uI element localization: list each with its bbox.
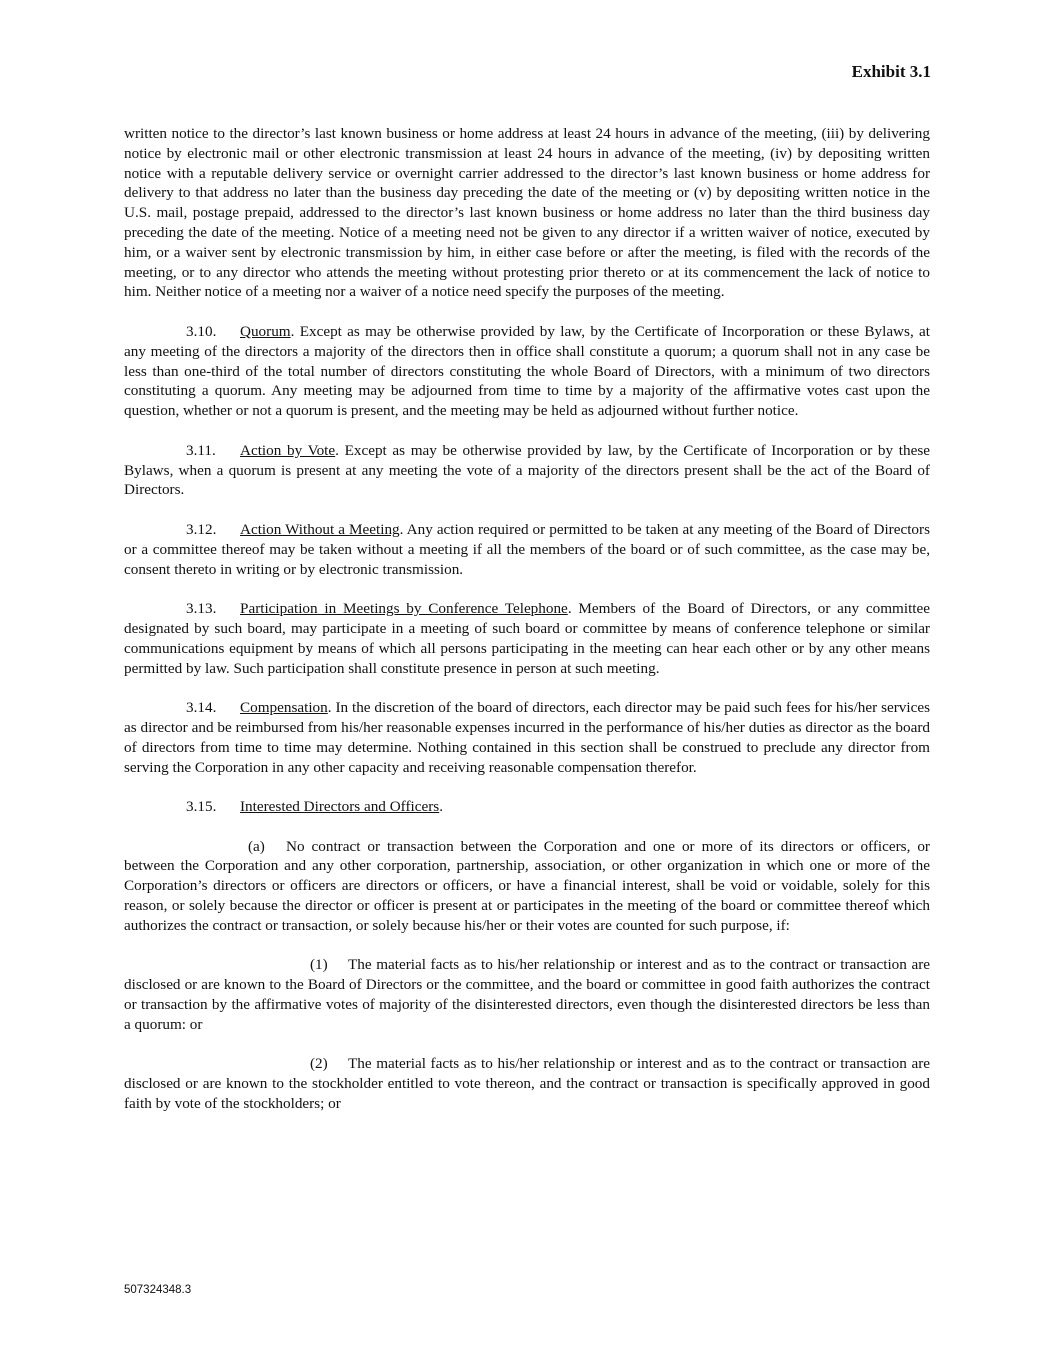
section-title: Action by Vote [240, 441, 336, 459]
section-3-15 [124, 797, 930, 817]
section-text: . Except as may be otherwise provided by law, by the Certificate of Incorporation or by these Bylaws, when a quorum is present at any meeting the vote of a majority of the directors present shall be the act of the Board of Directors. [124, 441, 930, 499]
section-3-11 [124, 441, 930, 500]
section-text: . In the discretion of the board of directors, each director may be paid such fees for his/her services as director and be reimbursed from his/her reasonable expenses incurred in the performance of his/her duties as director as the board of directors from time to time may determine. Nothing contained in this section shall be construed to preclude any director from serving the Corporation in any other capacity and receiving reasonable compensation therefor. [124, 699, 930, 776]
section-3-10 [124, 322, 930, 421]
section-title: Quorum [240, 322, 291, 340]
section-3-12 [124, 520, 930, 579]
section-number: 3.14. [186, 699, 217, 717]
section-title: Interested Directors and Officers [240, 798, 440, 816]
document-body [124, 124, 930, 1134]
section-number: 3.10. [186, 322, 217, 340]
subsection-text: The material facts as to his/her relationship or interest and as to the contract or transaction are disclosed or are known to the stockholder entitled to vote thereon, and the contract or transaction is specifically approved in good faith by vote of the stockholders; or [124, 1055, 930, 1113]
section-text: . Members of the Board of Directors, or any committee designated by such board, may participate in a meeting of such board or committee by means of conference telephone or similar communications equipment by means of which all persons participating in the meeting can hear each other or by any other means permitted by law. Such participation shall constitute presence in person at such meeting. [124, 600, 930, 677]
section-3-14 [124, 698, 930, 777]
section-number: 3.13. [186, 600, 217, 618]
section-number: 3.11. [186, 441, 216, 459]
section-text: . Except as may be otherwise provided by law, by the Certificate of Incorporation or these Bylaws, at any meeting of the directors a majority of the directors then in office shall constitute a quorum; a quorum shall not in any case be less than one-third of the total number of directors constituting the whole Board of Directors, with a minimum of two directors constituting a quorum. Any meeting may be adjourned from time to time by a majority of the affirmative votes cast upon the question, whether or not a quorum is present, and the meeting may be held as adjourned without further notice. [124, 322, 930, 420]
subsection-1 [124, 955, 930, 1034]
subsection-label: (a) [248, 837, 265, 855]
section-title: Participation in Meetings by Conference Telephone [240, 600, 568, 618]
section-text: . Any action required or permitted to be taken at any meeting of the Board of Directors or a committee thereof may be taken without a meeting if all the members of the board or of such committee, as the case may be, consent thereto in writing or by electronic transmission. [124, 520, 930, 578]
subsection-2 [124, 1054, 930, 1113]
section-number: 3.15. [186, 798, 217, 816]
document-id-footer: 507324348.3 [124, 1284, 192, 1296]
exhibit-label: Exhibit 3.1 [851, 62, 931, 81]
section-title: Compensation [240, 699, 328, 717]
continuation-paragraph: written notice to the director’s last known business or home address at least 24 hours in advance of the meeting, (iii) by delivering notice by electronic mail or other electronic transmission at least 24 hours in advance of the meeting, (iv) by depositing written notice with a reputable delivery service or overnight carrier addressed to the director’s last known business or home address for delivery to that address no later than the business day preceding the date of the meeting or (v) by depositing written notice in the U.S. mail, postage prepaid, addressed to the director’s last known business or home address no later than the third business day preceding the date of the meeting. Notice of a meeting need not be given to any director if a written waiver of notice, executed by him, or a waiver sent by electronic transmission by him, in either case before or after the meeting, is filed with the records of the meeting, or to any director who attends the meeting without protesting prior thereto or at its commencement the lack of notice to him. Neither notice of a meeting nor a waiver of a notice need specify the purposes of the meeting. [124, 125, 930, 301]
subsection-label: (1) [310, 956, 328, 974]
section-title: Action Without a Meeting [240, 520, 400, 538]
subsection-text: The material facts as to his/her relationship or interest and as to the contract or transaction are disclosed or are known to the Board of Directors or the committee, and the board or committee in good faith authorizes the contract or transaction by the affirmative votes of majority of the disinterested directors, even though the disinterested directors be less than a quorum: or [124, 956, 930, 1033]
subsection-text: No contract or transaction between the Corporation and one or more of its directors or officers, or between the Corporation and any other corporation, partnership, association, or other organization in which one or more of the Corporation’s directors or officers are directors or officers, or have a financial interest, shall be void or voidable, solely for this reason, or solely because the director or officer is present at or participates in the meeting of the board or committee thereof which authorizes the contract or transaction, or solely because his/her or their votes are counted for such purpose, if: [124, 837, 930, 934]
subsection-a [124, 837, 930, 936]
section-number: 3.12. [186, 520, 217, 538]
section-3-13 [124, 599, 930, 678]
section-text: . [439, 798, 443, 816]
subsection-label: (2) [310, 1055, 328, 1073]
